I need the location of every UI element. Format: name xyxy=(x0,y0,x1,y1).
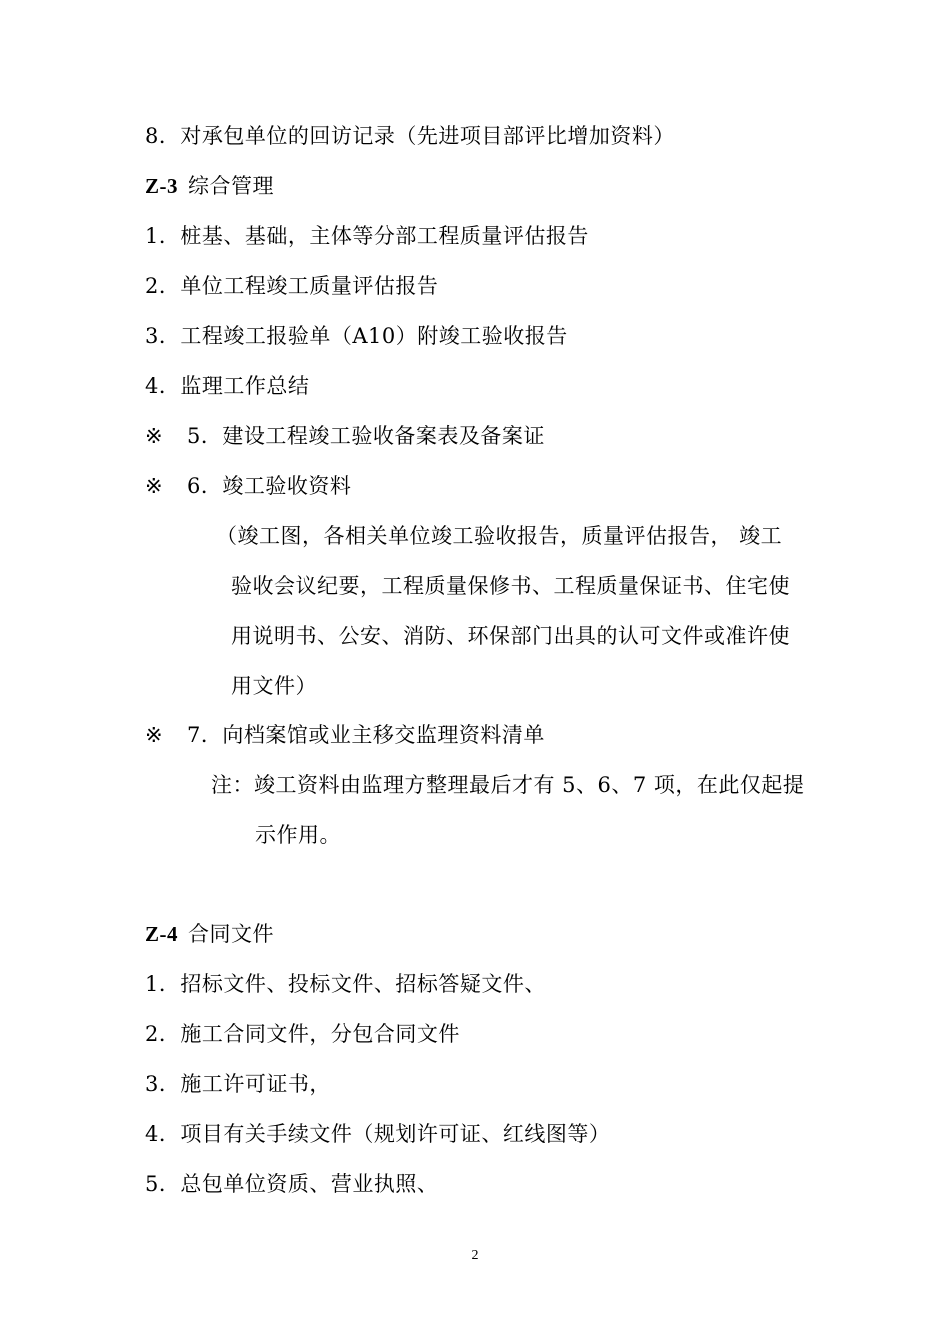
paragraph-line: 用说明书、公安、消防、环保部门出具的认可文件或准许使 xyxy=(231,624,790,648)
section-z3-heading xyxy=(145,172,274,200)
item-8-visit-records: 8．对承包单位的回访记录（先进项目部评比增加资料） xyxy=(145,124,675,148)
section-code: Z-3 xyxy=(145,174,178,198)
section-code: Z-4 xyxy=(145,922,178,946)
list-item xyxy=(145,422,545,450)
section-z4-heading xyxy=(145,920,274,948)
paragraph-line: （竣工图，各相关单位竣工验收报告，质量评估报告， 竣工 xyxy=(216,524,783,548)
list-item: 3．施工许可证书， xyxy=(145,1072,331,1096)
reference-mark: ※ xyxy=(145,424,164,448)
section-title: 综合管理 xyxy=(188,174,274,198)
list-item-text: 7．向档案馆或业主移交监理资料清单 xyxy=(187,723,545,747)
list-item: 2．单位工程竣工质量评估报告 xyxy=(145,274,439,298)
list-item: 1．招标文件、投标文件、招标答疑文件、 xyxy=(145,972,546,996)
note-line: 注：竣工资料由监理方整理最后才有 5、6、7 项，在此仅起提 xyxy=(211,773,805,797)
reference-mark: ※ xyxy=(145,723,164,747)
list-item-text: 5．建设工程竣工验收备案表及备案证 xyxy=(187,424,545,448)
list-item xyxy=(145,472,351,500)
list-item: 4．项目有关手续文件（规划许可证、红线图等） xyxy=(145,1122,611,1146)
list-item: 1．桩基、基础，主体等分部工程质量评估报告 xyxy=(145,224,589,248)
list-item xyxy=(145,721,545,749)
list-item: 5．总包单位资质、营业执照、 xyxy=(145,1172,439,1196)
paragraph-line: 用文件） xyxy=(231,674,317,698)
page-number: 2 xyxy=(471,1248,479,1263)
list-item: 3．工程竣工报验单（A10）附竣工验收报告 xyxy=(145,324,568,348)
section-title: 合同文件 xyxy=(188,922,274,946)
note-line: 示作用。 xyxy=(255,823,341,847)
list-item-text: 6．竣工验收资料 xyxy=(187,474,352,498)
reference-mark: ※ xyxy=(145,474,164,498)
list-item: 2．施工合同文件，分包合同文件 xyxy=(145,1022,460,1046)
list-item: 4．监理工作总结 xyxy=(145,374,310,398)
paragraph-line: 验收会议纪要，工程质量保修书、工程质量保证书、住宅使 xyxy=(231,574,790,598)
